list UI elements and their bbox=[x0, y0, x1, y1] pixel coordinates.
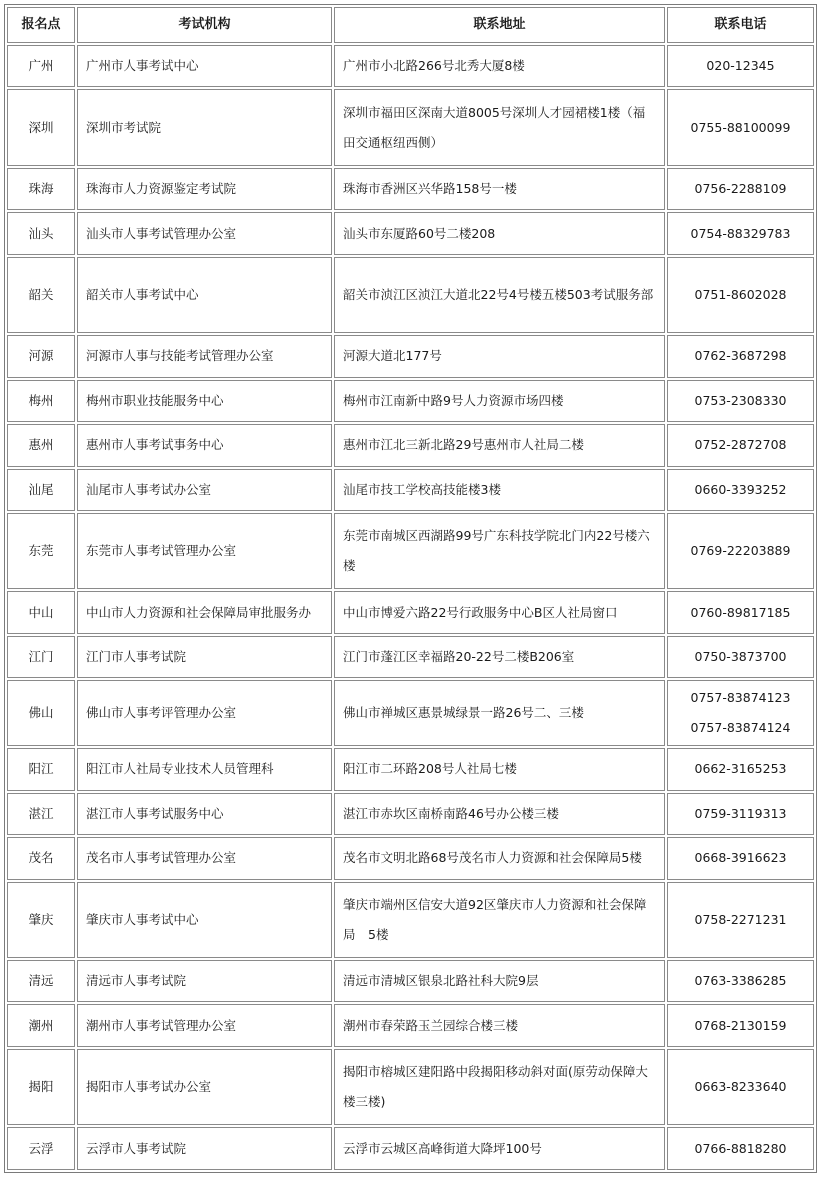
table-row bbox=[7, 335, 814, 377]
table-row bbox=[7, 1004, 814, 1046]
cell-phone bbox=[667, 748, 814, 790]
cell-city: 清远 bbox=[7, 960, 75, 1002]
table-row bbox=[7, 257, 814, 333]
phone-number: 0757-83874123 bbox=[690, 690, 791, 706]
cell-address: 河源大道北177号 bbox=[334, 335, 665, 377]
cell-city: 梅州 bbox=[7, 380, 75, 422]
cell-city: 珠海 bbox=[7, 168, 75, 210]
cell-city: 潮州 bbox=[7, 1004, 75, 1046]
table-row bbox=[7, 513, 814, 589]
cell-address: 阳江市二环路208号人社局七楼 bbox=[334, 748, 665, 790]
cell-org: 广州市人事考试中心 bbox=[77, 45, 332, 87]
table-row bbox=[7, 960, 814, 1002]
cell-address: 江门市蓬江区幸福路20-22号二楼B206室 bbox=[334, 636, 665, 678]
header-city: 报名点 bbox=[7, 7, 75, 43]
cell-phone bbox=[667, 45, 814, 87]
table-row bbox=[7, 1127, 814, 1170]
cell-org: 佛山市人事考评管理办公室 bbox=[77, 680, 332, 746]
phone-number: 0751-8602028 bbox=[694, 287, 787, 303]
cell-address: 惠州市江北三新北路29号惠州市人社局二楼 bbox=[334, 424, 665, 466]
phone-number: 0769-22203889 bbox=[690, 543, 791, 559]
header-phone: 联系电话 bbox=[667, 7, 814, 43]
cell-city: 中山 bbox=[7, 591, 75, 633]
cell-phone bbox=[667, 591, 814, 633]
phone-number: 0662-3165253 bbox=[694, 761, 787, 777]
cell-org: 肇庆市人事考试中心 bbox=[77, 882, 332, 958]
cell-city: 汕尾 bbox=[7, 469, 75, 511]
cell-org: 韶关市人事考试中心 bbox=[77, 257, 332, 333]
phone-number: 0763-3386285 bbox=[694, 973, 787, 989]
cell-address: 清远市清城区银泉北路社科大院9层 bbox=[334, 960, 665, 1002]
cell-address: 潮州市春荣路玉兰园综合楼三楼 bbox=[334, 1004, 665, 1046]
cell-org: 茂名市人事考试管理办公室 bbox=[77, 837, 332, 879]
cell-phone bbox=[667, 636, 814, 678]
cell-phone bbox=[667, 257, 814, 333]
cell-city: 佛山 bbox=[7, 680, 75, 746]
cell-address: 东莞市南城区西湖路99号广东科技学院北门内22号楼六楼 bbox=[334, 513, 665, 589]
cell-org: 湛江市人事考试服务中心 bbox=[77, 793, 332, 835]
cell-address: 韶关市浈江区浈江大道北22号4号楼五楼503考试服务部 bbox=[334, 257, 665, 333]
header-address: 联系地址 bbox=[334, 7, 665, 43]
cell-org: 惠州市人事考试事务中心 bbox=[77, 424, 332, 466]
phone-number: 0750-3873700 bbox=[694, 649, 787, 665]
cell-phone bbox=[667, 837, 814, 879]
cell-phone bbox=[667, 212, 814, 254]
phone-number: 0755-88100099 bbox=[690, 119, 791, 135]
cell-org: 清远市人事考试院 bbox=[77, 960, 332, 1002]
cell-org: 汕尾市人事考试办公室 bbox=[77, 469, 332, 511]
cell-org: 深圳市考试院 bbox=[77, 89, 332, 165]
cell-phone bbox=[667, 680, 814, 746]
phone-number: 0768-2130159 bbox=[694, 1017, 787, 1033]
cell-phone bbox=[667, 380, 814, 422]
cell-phone bbox=[667, 513, 814, 589]
cell-address: 梅州市江南新中路9号人力资源市场四楼 bbox=[334, 380, 665, 422]
cell-address: 云浮市云城区高峰街道大降坪100号 bbox=[334, 1127, 665, 1170]
table-row bbox=[7, 89, 814, 165]
table-row bbox=[7, 424, 814, 466]
table-row bbox=[7, 380, 814, 422]
table-row bbox=[7, 591, 814, 633]
cell-city: 汕头 bbox=[7, 212, 75, 254]
phone-number: 020-12345 bbox=[706, 58, 775, 74]
cell-phone bbox=[667, 1127, 814, 1170]
phone-number: 0759-3119313 bbox=[694, 805, 787, 821]
cell-city: 深圳 bbox=[7, 89, 75, 165]
header-org: 考试机构 bbox=[77, 7, 332, 43]
phone-number: 0760-89817185 bbox=[690, 604, 791, 620]
cell-city: 河源 bbox=[7, 335, 75, 377]
phone-number: 0663-8233640 bbox=[694, 1079, 787, 1095]
phone-number: 0660-3393252 bbox=[694, 481, 787, 497]
cell-phone bbox=[667, 168, 814, 210]
cell-city: 东莞 bbox=[7, 513, 75, 589]
exam-office-table bbox=[4, 4, 817, 1173]
cell-address: 佛山市禅城区惠景城绿景一路26号二、三楼 bbox=[334, 680, 665, 746]
cell-address: 汕尾市技工学校高技能楼3楼 bbox=[334, 469, 665, 511]
cell-phone bbox=[667, 1004, 814, 1046]
cell-city: 云浮 bbox=[7, 1127, 75, 1170]
cell-phone bbox=[667, 335, 814, 377]
cell-city: 韶关 bbox=[7, 257, 75, 333]
cell-city: 江门 bbox=[7, 636, 75, 678]
table-row bbox=[7, 469, 814, 511]
cell-phone bbox=[667, 793, 814, 835]
cell-address: 茂名市文明北路68号茂名市人力资源和社会保障局5楼 bbox=[334, 837, 665, 879]
cell-address: 汕头市东厦路60号二楼208 bbox=[334, 212, 665, 254]
cell-city: 广州 bbox=[7, 45, 75, 87]
cell-phone bbox=[667, 89, 814, 165]
cell-phone bbox=[667, 882, 814, 958]
cell-city: 阳江 bbox=[7, 748, 75, 790]
cell-address: 肇庆市端州区信安大道92区肇庆市人力资源和社会保障局 5楼 bbox=[334, 882, 665, 958]
cell-address: 中山市博爱六路22号行政服务中心B区人社局窗口 bbox=[334, 591, 665, 633]
cell-address: 湛江市赤坎区南桥南路46号办公楼三楼 bbox=[334, 793, 665, 835]
cell-city: 茂名 bbox=[7, 837, 75, 879]
phone-number: 0762-3687298 bbox=[694, 348, 787, 364]
table-row bbox=[7, 793, 814, 835]
cell-city: 惠州 bbox=[7, 424, 75, 466]
phone-number: 0758-2271231 bbox=[694, 911, 787, 927]
table-body bbox=[7, 45, 814, 1170]
cell-org: 潮州市人事考试管理办公室 bbox=[77, 1004, 332, 1046]
cell-org: 云浮市人事考试院 bbox=[77, 1127, 332, 1170]
cell-phone bbox=[667, 1049, 814, 1125]
phone-number: 0754-88329783 bbox=[690, 225, 791, 241]
table-row bbox=[7, 212, 814, 254]
table-row bbox=[7, 168, 814, 210]
cell-org: 东莞市人事考试管理办公室 bbox=[77, 513, 332, 589]
table-row bbox=[7, 636, 814, 678]
cell-address: 珠海市香洲区兴华路158号一楼 bbox=[334, 168, 665, 210]
table-row bbox=[7, 1049, 814, 1125]
cell-phone bbox=[667, 469, 814, 511]
cell-org: 珠海市人力资源鉴定考试院 bbox=[77, 168, 332, 210]
phone-number: 0753-2308330 bbox=[694, 392, 787, 408]
cell-org: 阳江市人社局专业技术人员管理科 bbox=[77, 748, 332, 790]
cell-org: 中山市人力资源和社会保障局审批服务办 bbox=[77, 591, 332, 633]
cell-city: 揭阳 bbox=[7, 1049, 75, 1125]
cell-city: 肇庆 bbox=[7, 882, 75, 958]
cell-org: 河源市人事与技能考试管理办公室 bbox=[77, 335, 332, 377]
phone-number: 0757-83874124 bbox=[690, 720, 791, 736]
phone-number: 0766-8818280 bbox=[694, 1140, 787, 1156]
table-row bbox=[7, 680, 814, 746]
cell-org: 汕头市人事考试管理办公室 bbox=[77, 212, 332, 254]
table-header-row bbox=[7, 7, 814, 43]
cell-org: 梅州市职业技能服务中心 bbox=[77, 380, 332, 422]
table-row bbox=[7, 45, 814, 87]
table-row bbox=[7, 748, 814, 790]
table-row bbox=[7, 882, 814, 958]
phone-number: 0752-2872708 bbox=[694, 437, 787, 453]
phone-number: 0756-2288109 bbox=[694, 181, 787, 197]
cell-org: 江门市人事考试院 bbox=[77, 636, 332, 678]
cell-address: 深圳市福田区深南大道8005号深圳人才园裙楼1楼（福田交通枢纽西侧） bbox=[334, 89, 665, 165]
cell-phone bbox=[667, 424, 814, 466]
cell-org: 揭阳市人事考试办公室 bbox=[77, 1049, 332, 1125]
cell-address: 广州市小北路266号北秀大厦8楼 bbox=[334, 45, 665, 87]
phone-number: 0668-3916623 bbox=[694, 850, 787, 866]
cell-city: 湛江 bbox=[7, 793, 75, 835]
cell-address: 揭阳市榕城区建阳路中段揭阳移动斜对面(原劳动保障大楼三楼) bbox=[334, 1049, 665, 1125]
table-row bbox=[7, 837, 814, 879]
cell-phone bbox=[667, 960, 814, 1002]
